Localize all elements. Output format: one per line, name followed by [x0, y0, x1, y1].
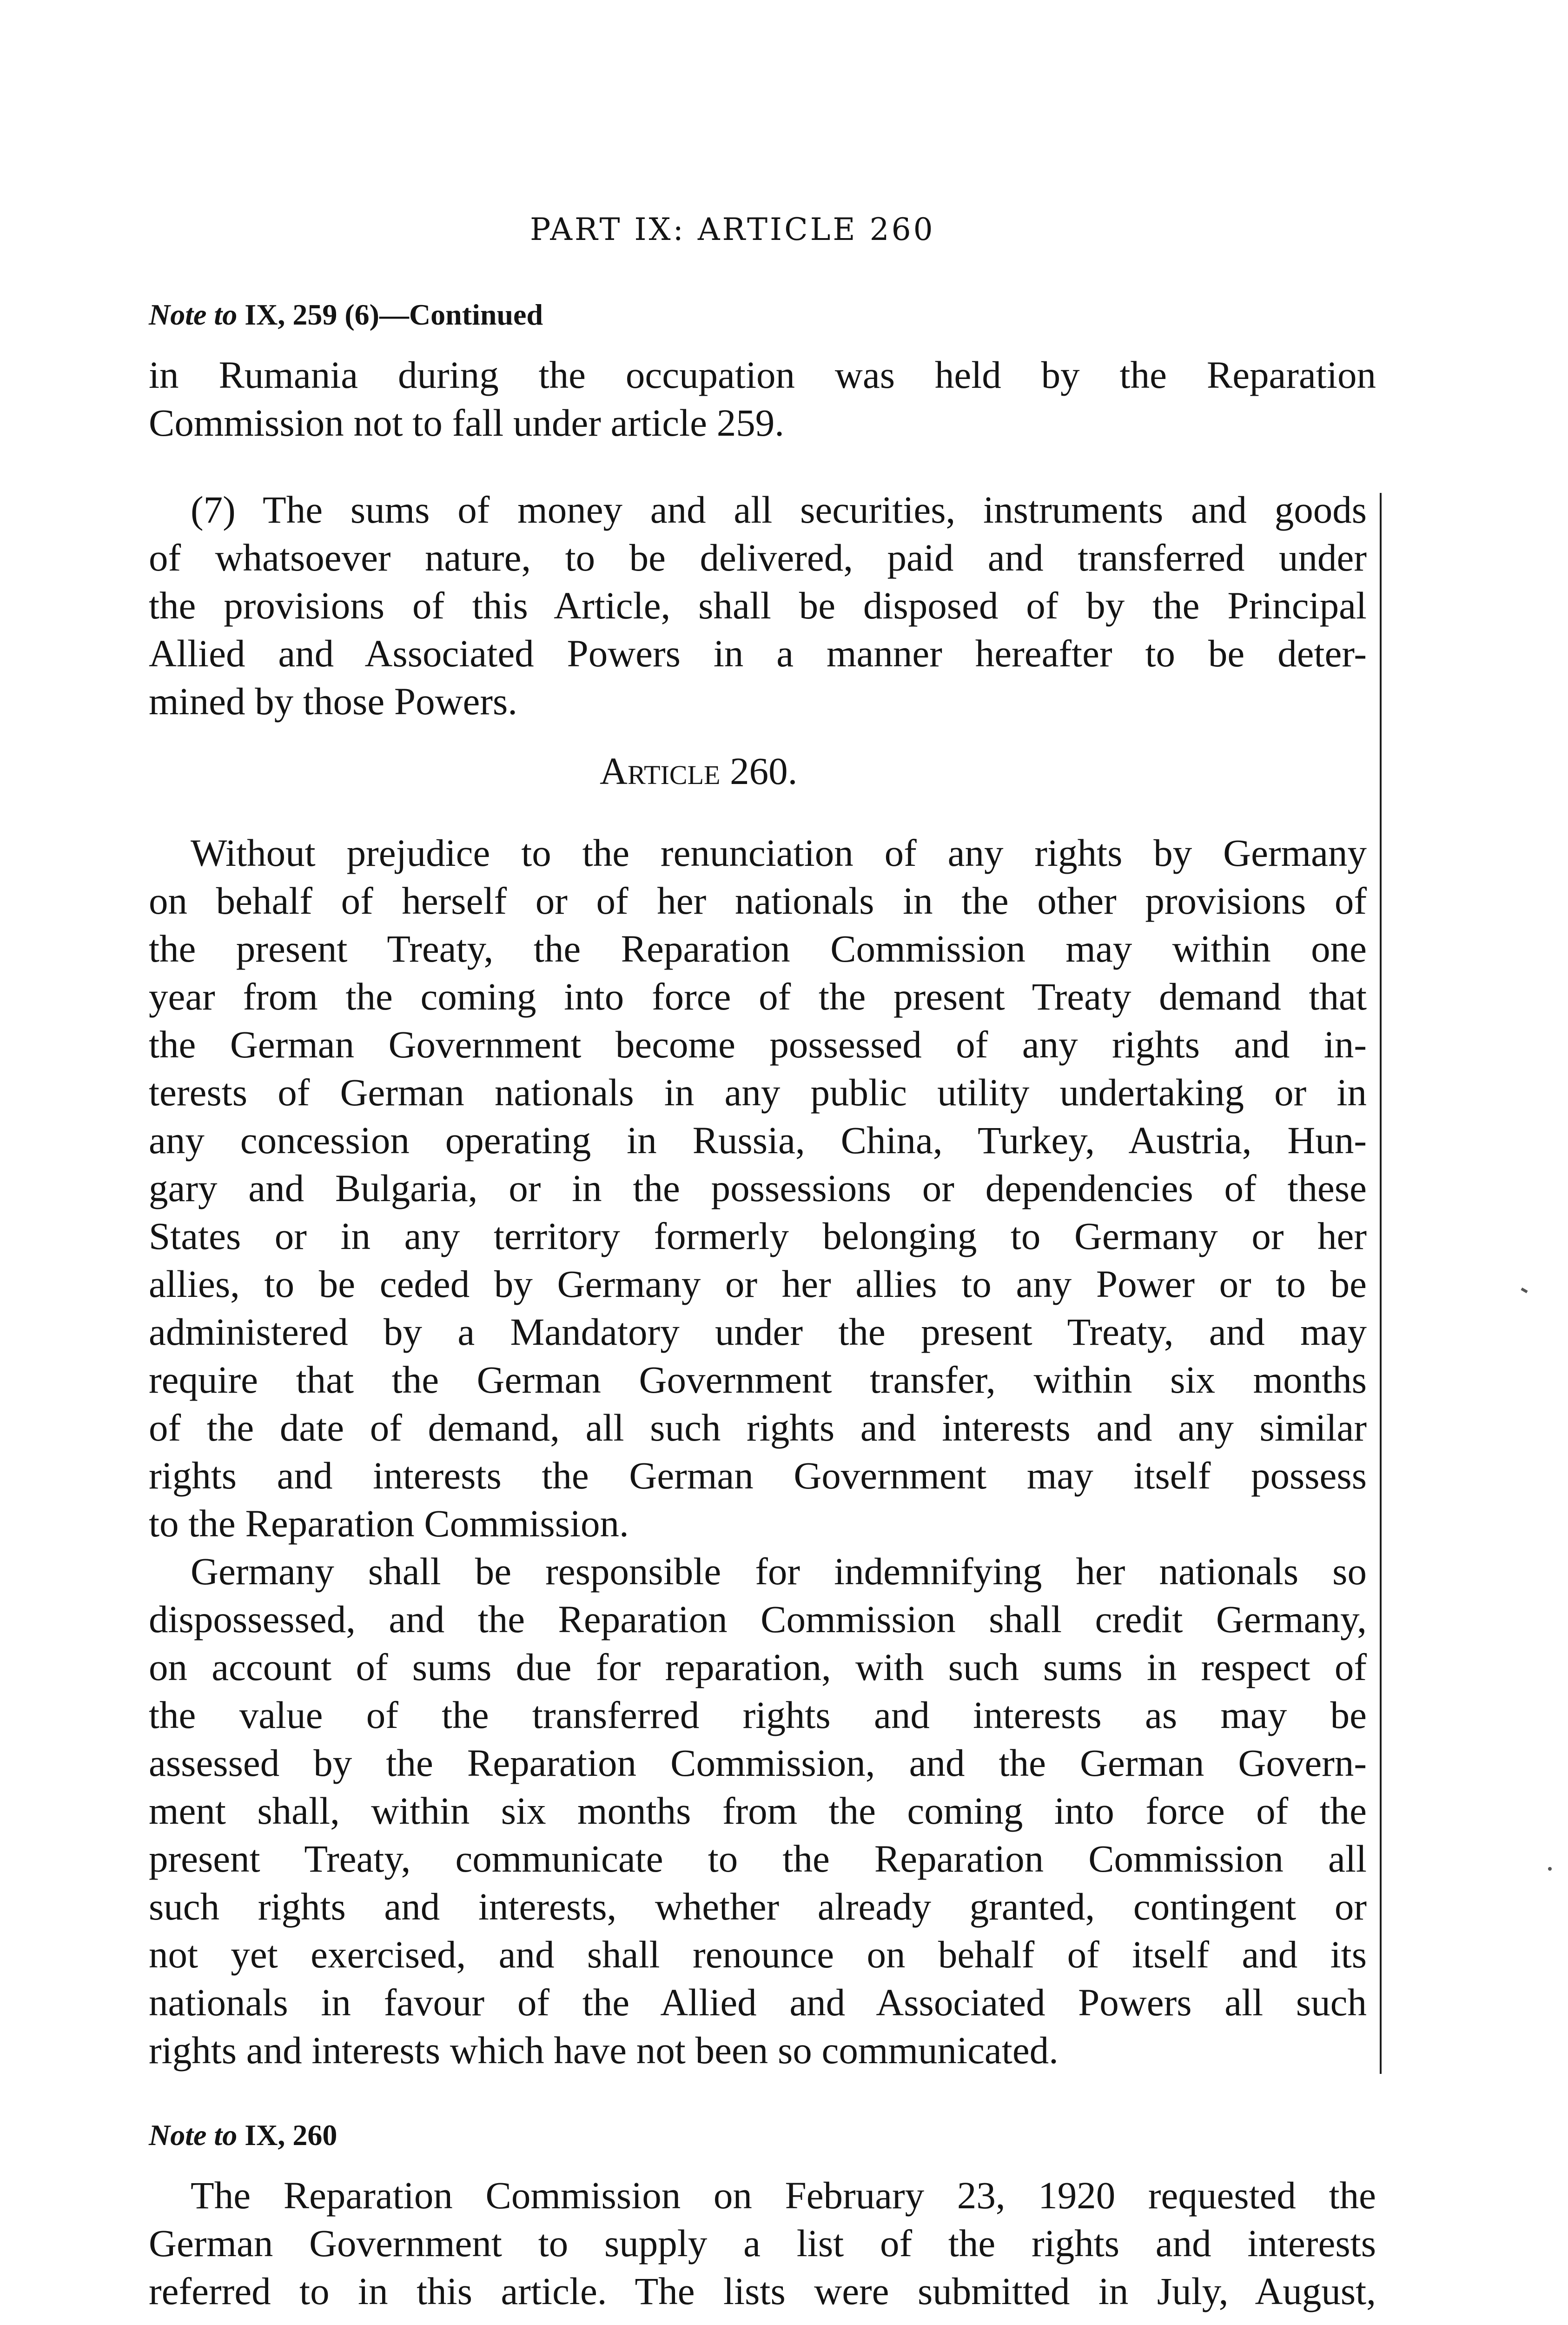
- note-continued-heading: [149, 298, 543, 332]
- article-260-para2-line: nationals in favour of the Allied and Associated Powers all such: [149, 1981, 1367, 2024]
- margin-rule: [1380, 493, 1382, 2074]
- running-head: PART IX: ARTICLE 260: [530, 212, 935, 247]
- article-260-para2-line: dispossessed, and the Reparation Commission shall credit Germany,: [149, 1598, 1367, 1641]
- article-260-para2-line: present Treaty, communicate to the Reparation Commission all: [149, 1837, 1367, 1880]
- note-260-heading: [149, 2118, 337, 2152]
- article-260-para1-line: gary and Bulgaria, or in the possessions or dependencies of these: [149, 1167, 1367, 1209]
- article-260-para1-line: require that the German Government transfer, within six months: [149, 1358, 1367, 1401]
- article-260-para2-line: Germany shall be responsible for indemnifying her nationals so: [191, 1550, 1367, 1593]
- article-260-para2-line: such rights and interests, whether already granted, contingent or: [149, 1885, 1367, 1928]
- note-260-ref: IX, 260: [237, 2119, 337, 2152]
- note-continued-line: Commission not to fall under article 259.: [149, 401, 784, 444]
- scan-speck: [1521, 1288, 1528, 1293]
- note-continued-italic: Note to: [149, 298, 238, 331]
- note-260-line: referred to in this article. The lists were submitted in July, August,: [149, 2270, 1376, 2312]
- article-260-para1-line: rights and interests the German Government may itself possess: [149, 1454, 1367, 1497]
- article-260-para1-line: States or in any territory formerly belonging to Germany or her: [149, 1215, 1367, 1257]
- note-continued-ref: IX, 259 (6)—Continued: [237, 298, 543, 331]
- article-260-para1-line: any concession operating in Russia, China, Turkey, Austria, Hun-: [149, 1119, 1367, 1162]
- article-260-para1-line: terests of German nationals in any public utility undertaking or in: [149, 1071, 1367, 1114]
- article-260-para1-line: administered by a Mandatory under the present Treaty, and may: [149, 1310, 1367, 1353]
- note-continued-line: in Rumania during the occupation was held by the Reparation: [149, 353, 1376, 396]
- scan-speck: [1548, 1867, 1552, 1871]
- article-260-para2-line: assessed by the Reparation Commission, and the German Govern-: [149, 1741, 1367, 1784]
- note-260-line: German Government to supply a list of the rights and interests: [149, 2222, 1376, 2265]
- article-260-para1-line: to the Reparation Commission.: [149, 1502, 629, 1545]
- article-260-para1-line: Without prejudice to the renunciation of any rights by Germany: [191, 831, 1367, 874]
- article-260-para1-line: year from the coming into force of the present Treaty demand that: [149, 975, 1367, 1018]
- article-260-para2-line: not yet exercised, and shall renounce on behalf of itself and its: [149, 1933, 1367, 1976]
- paragraph-7-line: (7) The sums of money and all securities, instruments and goods: [191, 488, 1367, 531]
- article-260-para1-line: the present Treaty, the Reparation Commission may within one: [149, 927, 1367, 970]
- article-260-para2-line: rights and interests which have not been so communicated.: [149, 2029, 1059, 2072]
- article-260-para2-line: ment shall, within six months from the coming into force of the: [149, 1789, 1367, 1832]
- paragraph-7-line: the provisions of this Article, shall be disposed of by the Principal: [149, 584, 1367, 627]
- paragraph-7-line: mined by those Powers.: [149, 680, 518, 723]
- article-260-para1-line: of the date of demand, all such rights and interests and any similar: [149, 1406, 1367, 1449]
- article-260-para2-line: on account of sums due for reparation, with such sums in respect of: [149, 1646, 1367, 1688]
- note-260-italic: Note to: [149, 2119, 238, 2152]
- article-260-para1-line: the German Government become possessed of any rights and in-: [149, 1023, 1367, 1066]
- article-260-para1-line: on behalf of herself or of her nationals in the other provisions of: [149, 879, 1367, 922]
- article-260-para2-line: the value of the transferred rights and interests as may be: [149, 1694, 1367, 1736]
- note-260-line: The Reparation Commission on February 23, 1920 requested the: [191, 2174, 1376, 2217]
- paragraph-7-line: of whatsoever nature, to be delivered, paid and transferred under: [149, 536, 1367, 579]
- article-260-para1-line: allies, to be ceded by Germany or her allies to any Power or to be: [149, 1262, 1367, 1305]
- article-heading: Article 260.: [600, 750, 798, 792]
- paragraph-7-line: Allied and Associated Powers in a manner hereafter to be deter-: [149, 632, 1367, 675]
